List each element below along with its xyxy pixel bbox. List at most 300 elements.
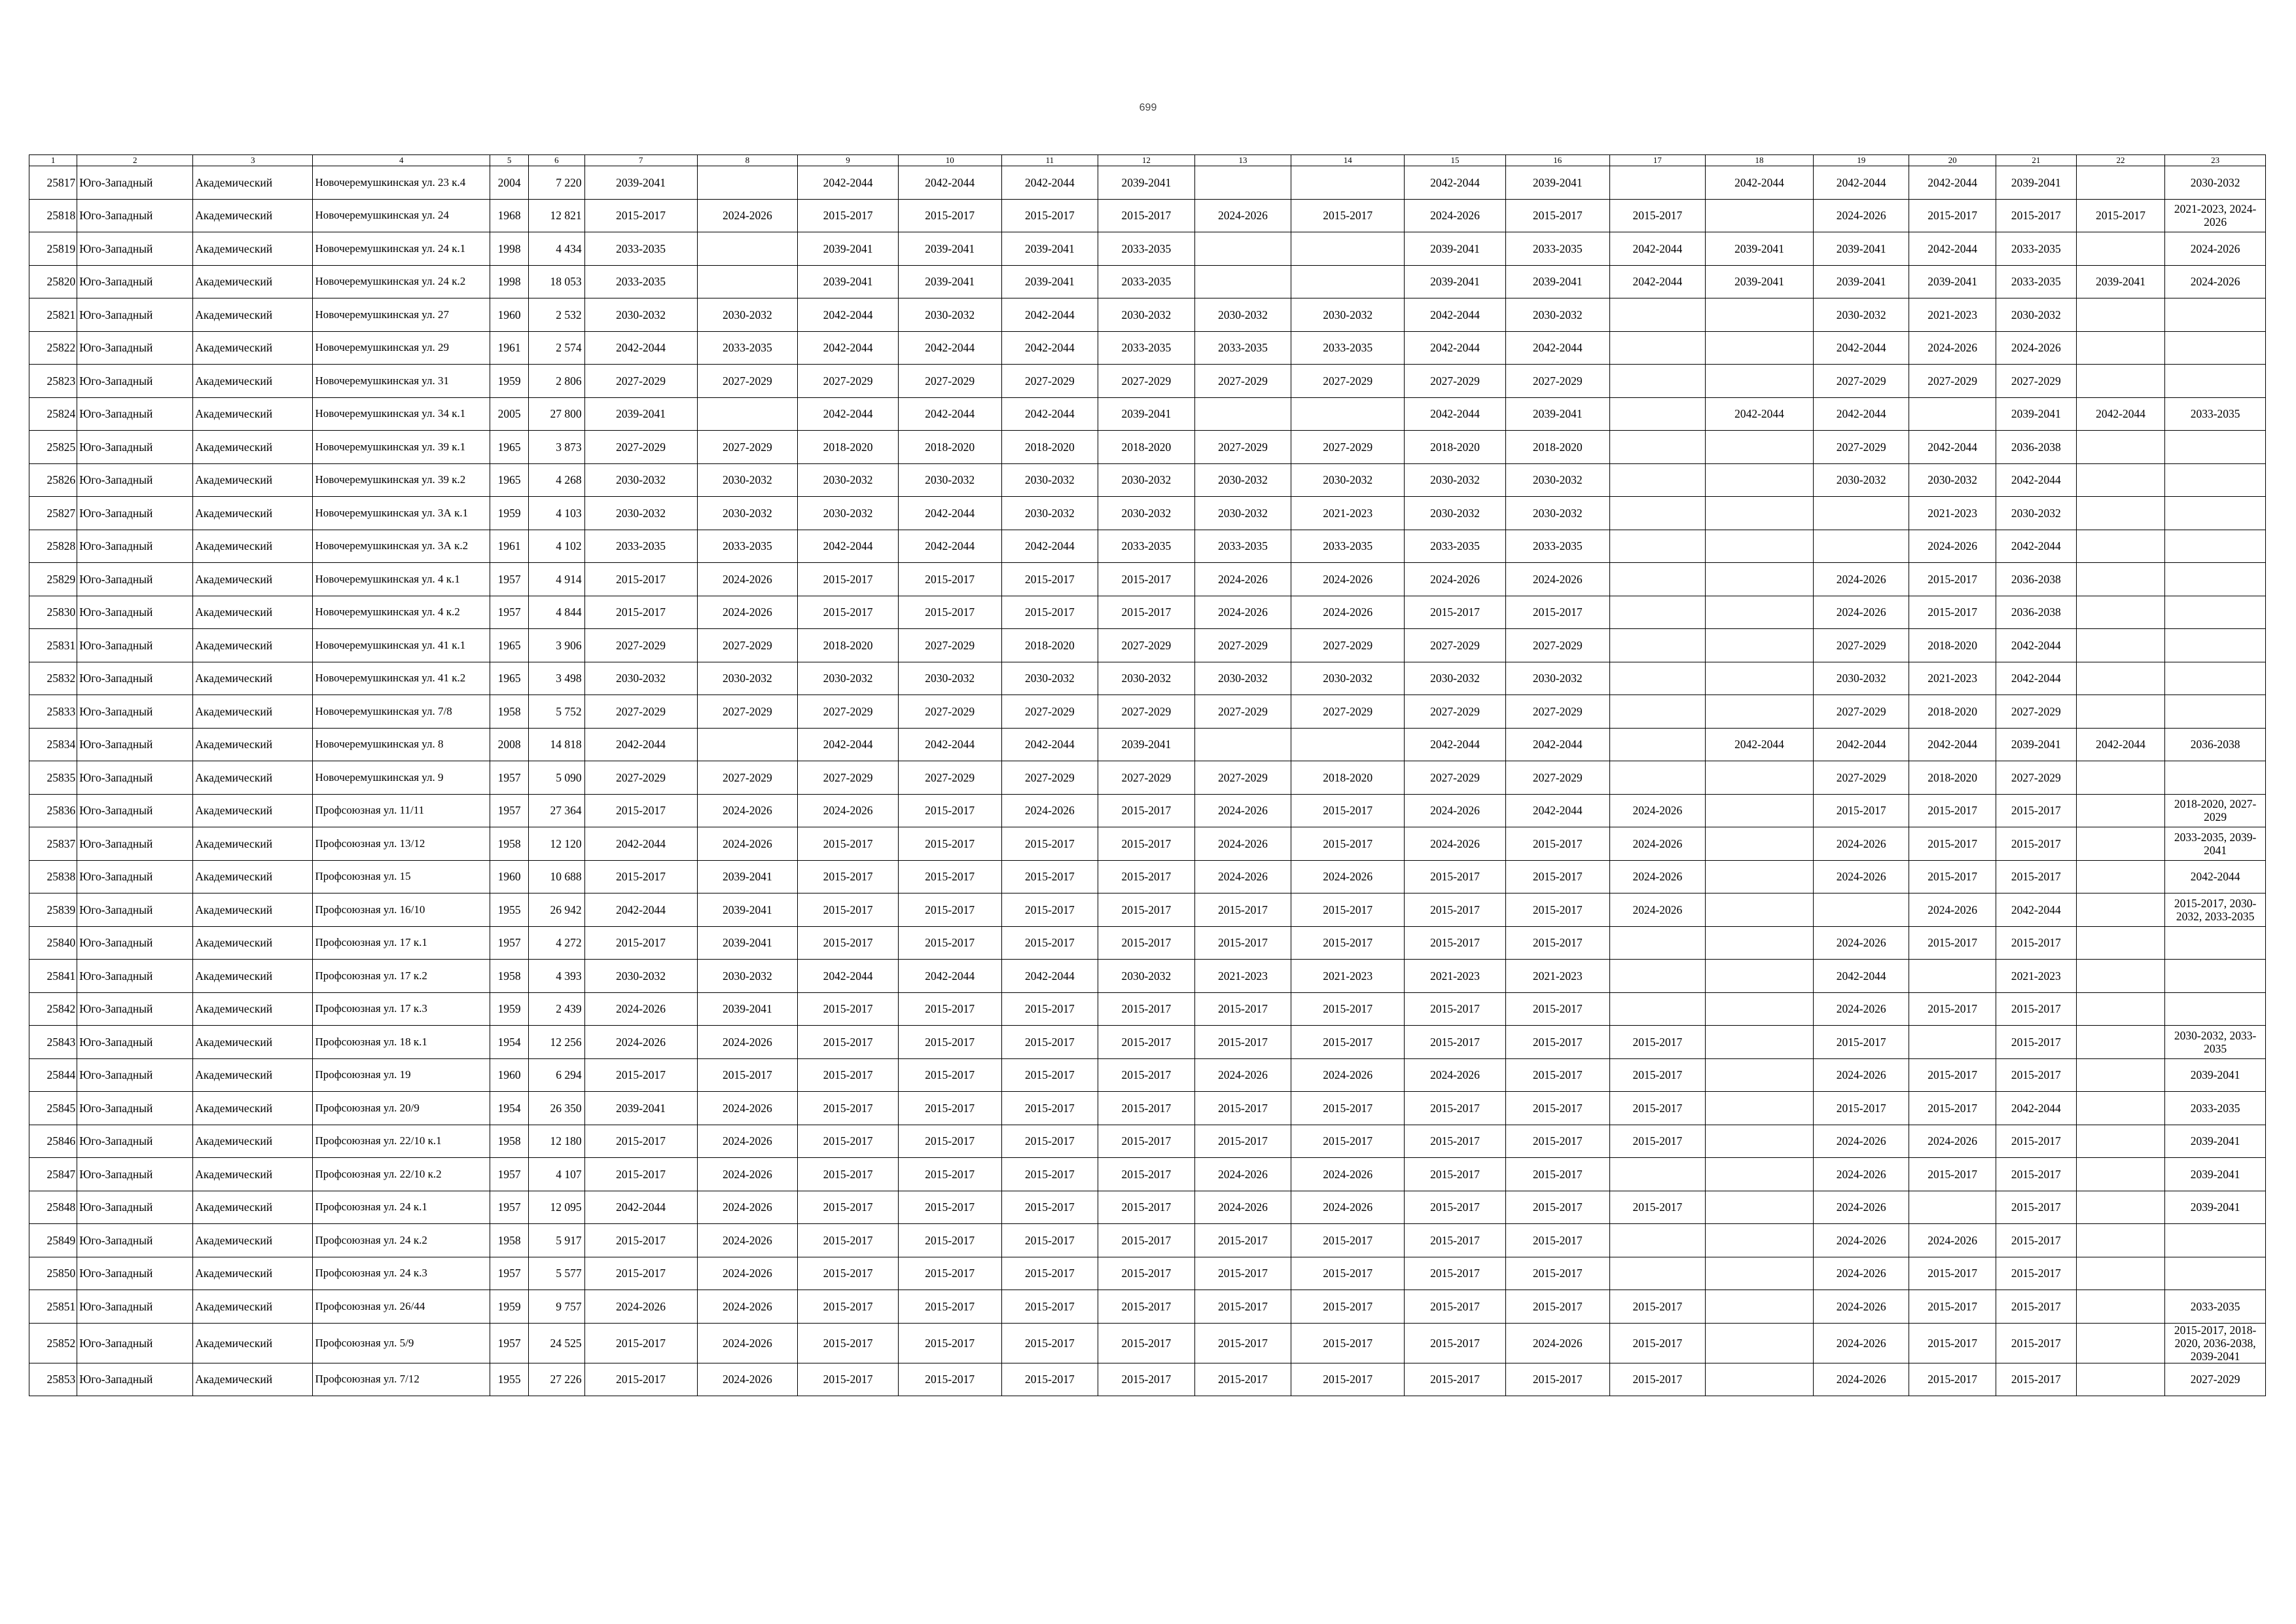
cell-col-18 xyxy=(1706,992,1814,1026)
cell-col-23 xyxy=(2165,331,2266,365)
cell-col-14 xyxy=(1291,728,1405,761)
cell-col-23 xyxy=(2165,926,2266,960)
cell-district: Юго-Западный xyxy=(77,298,193,332)
cell-col-8: 2039-2041 xyxy=(697,860,798,893)
cell-col-19: 2024-2026 xyxy=(1813,596,1909,629)
header-row xyxy=(29,155,2266,166)
cell-col-12: 2033-2035 xyxy=(1098,232,1195,266)
table-row xyxy=(29,431,2266,464)
cell-col-19: 2030-2032 xyxy=(1813,662,1909,695)
cell-col-10: 2015-2017 xyxy=(898,1058,1001,1092)
cell-col-10: 2015-2017 xyxy=(898,596,1001,629)
cell-year-built: 1960 xyxy=(490,860,529,893)
cell-col-10: 2015-2017 xyxy=(898,563,1001,596)
column-header-5: 5 xyxy=(490,155,529,166)
table-row xyxy=(29,265,2266,298)
cell-col-15: 2027-2029 xyxy=(1405,761,1506,795)
cell-col-23: 2039-2041 xyxy=(2165,1158,2266,1191)
cell-col-15: 2024-2026 xyxy=(1405,563,1506,596)
cell-col-8: 2024-2026 xyxy=(697,199,798,232)
cell-col-13: 2024-2026 xyxy=(1194,1191,1291,1224)
cell-row-id: 25851 xyxy=(29,1290,77,1324)
cell-row-id: 25850 xyxy=(29,1257,77,1290)
cell-col-12: 2015-2017 xyxy=(1098,1158,1195,1191)
cell-col-11: 2015-2017 xyxy=(1001,1323,1098,1363)
cell-col-23 xyxy=(2165,662,2266,695)
table-row xyxy=(29,728,2266,761)
table-row xyxy=(29,992,2266,1026)
cell-row-id: 25826 xyxy=(29,463,77,497)
cell-address: Новочеремушкинская ул. 39 к.1 xyxy=(313,431,490,464)
cell-subdistrict: Академический xyxy=(193,1290,313,1324)
cell-col-9: 2015-2017 xyxy=(798,926,899,960)
cell-area: 14 818 xyxy=(529,728,584,761)
cell-col-18 xyxy=(1706,960,1814,993)
cell-col-9: 2015-2017 xyxy=(798,1092,899,1125)
cell-col-14: 2027-2029 xyxy=(1291,695,1405,729)
table-row xyxy=(29,1290,2266,1324)
cell-subdistrict: Академический xyxy=(193,1125,313,1158)
column-header-7: 7 xyxy=(584,155,697,166)
cell-col-20: 2042-2044 xyxy=(1909,166,1996,200)
cell-col-21: 2042-2044 xyxy=(1996,530,2076,563)
cell-col-16: 2033-2035 xyxy=(1505,232,1609,266)
cell-col-11: 2042-2044 xyxy=(1001,960,1098,993)
cell-area: 2 532 xyxy=(529,298,584,332)
cell-col-12: 2027-2029 xyxy=(1098,365,1195,398)
cell-col-15: 2030-2032 xyxy=(1405,662,1506,695)
cell-col-8: 2039-2041 xyxy=(697,893,798,927)
table-row xyxy=(29,1026,2266,1059)
cell-district: Юго-Западный xyxy=(77,1363,193,1396)
cell-col-13: 2015-2017 xyxy=(1194,1290,1291,1324)
cell-col-17 xyxy=(1609,365,1706,398)
cell-address: Новочеремушкинская ул. 9 xyxy=(313,761,490,795)
cell-col-20: 2021-2023 xyxy=(1909,662,1996,695)
cell-col-16: 2027-2029 xyxy=(1505,761,1609,795)
cell-col-14: 2021-2023 xyxy=(1291,960,1405,993)
cell-col-13: 2030-2032 xyxy=(1194,662,1291,695)
cell-col-22 xyxy=(2076,1125,2164,1158)
cell-col-19: 2027-2029 xyxy=(1813,365,1909,398)
cell-col-12: 2039-2041 xyxy=(1098,166,1195,200)
cell-col-22 xyxy=(2076,431,2164,464)
cell-col-8: 2024-2026 xyxy=(697,1158,798,1191)
table-row xyxy=(29,662,2266,695)
table-row xyxy=(29,1363,2266,1396)
cell-col-7: 2042-2044 xyxy=(584,1191,697,1224)
cell-subdistrict: Академический xyxy=(193,926,313,960)
cell-col-19: 2027-2029 xyxy=(1813,629,1909,662)
cell-col-17: 2015-2017 xyxy=(1609,1092,1706,1125)
cell-col-15: 2015-2017 xyxy=(1405,1323,1506,1363)
cell-col-18 xyxy=(1706,1290,1814,1324)
cell-col-8: 2024-2026 xyxy=(697,1323,798,1363)
cell-col-13: 2024-2026 xyxy=(1194,860,1291,893)
cell-col-20: 2024-2026 xyxy=(1909,1224,1996,1257)
cell-col-19: 2042-2044 xyxy=(1813,166,1909,200)
cell-col-9: 2015-2017 xyxy=(798,1257,899,1290)
cell-col-22 xyxy=(2076,1257,2164,1290)
cell-col-11: 2015-2017 xyxy=(1001,1224,1098,1257)
cell-col-22 xyxy=(2076,662,2164,695)
cell-col-9: 2030-2032 xyxy=(798,662,899,695)
cell-year-built: 1958 xyxy=(490,1224,529,1257)
cell-col-13 xyxy=(1194,166,1291,200)
cell-col-22 xyxy=(2076,596,2164,629)
cell-address: Новочеремушкинская ул. 31 xyxy=(313,365,490,398)
cell-col-18 xyxy=(1706,596,1814,629)
cell-col-17 xyxy=(1609,761,1706,795)
cell-address: Профсоюзная ул. 17 к.2 xyxy=(313,960,490,993)
data-table xyxy=(29,154,2266,1396)
cell-area: 3 498 xyxy=(529,662,584,695)
cell-subdistrict: Академический xyxy=(193,960,313,993)
cell-col-22 xyxy=(2076,695,2164,729)
cell-col-17 xyxy=(1609,463,1706,497)
cell-col-21: 2015-2017 xyxy=(1996,1158,2076,1191)
cell-subdistrict: Академический xyxy=(193,1257,313,1290)
cell-col-20: 2015-2017 xyxy=(1909,827,1996,861)
cell-col-19: 2024-2026 xyxy=(1813,1158,1909,1191)
cell-year-built: 1959 xyxy=(490,365,529,398)
cell-col-21: 2042-2044 xyxy=(1996,1092,2076,1125)
cell-col-14: 2015-2017 xyxy=(1291,926,1405,960)
cell-col-21: 2033-2035 xyxy=(1996,265,2076,298)
cell-col-23: 2015-2017, 2030-2032, 2033-2035 xyxy=(2165,893,2266,927)
cell-col-9: 2039-2041 xyxy=(798,265,899,298)
cell-subdistrict: Академический xyxy=(193,1323,313,1363)
cell-col-23: 2018-2020, 2027-2029 xyxy=(2165,794,2266,827)
cell-col-10: 2042-2044 xyxy=(898,166,1001,200)
cell-col-12: 2015-2017 xyxy=(1098,1323,1195,1363)
cell-col-15: 2015-2017 xyxy=(1405,596,1506,629)
cell-col-12: 2027-2029 xyxy=(1098,761,1195,795)
cell-year-built: 1960 xyxy=(490,298,529,332)
cell-col-17 xyxy=(1609,166,1706,200)
cell-col-22: 2015-2017 xyxy=(2076,199,2164,232)
cell-col-10: 2015-2017 xyxy=(898,992,1001,1026)
cell-col-23 xyxy=(2165,298,2266,332)
cell-col-10: 2015-2017 xyxy=(898,1323,1001,1363)
cell-year-built: 1960 xyxy=(490,1058,529,1092)
cell-row-id: 25822 xyxy=(29,331,77,365)
cell-col-8: 2024-2026 xyxy=(697,1125,798,1158)
column-header-17: 17 xyxy=(1609,155,1706,166)
cell-district: Юго-Западный xyxy=(77,1191,193,1224)
cell-col-21: 2015-2017 xyxy=(1996,860,2076,893)
cell-col-16: 2030-2032 xyxy=(1505,662,1609,695)
cell-col-22 xyxy=(2076,1058,2164,1092)
cell-col-16: 2018-2020 xyxy=(1505,431,1609,464)
cell-col-15: 2018-2020 xyxy=(1405,431,1506,464)
cell-col-15: 2039-2041 xyxy=(1405,232,1506,266)
column-header-8: 8 xyxy=(697,155,798,166)
table-row xyxy=(29,893,2266,927)
cell-col-9: 2015-2017 xyxy=(798,893,899,927)
cell-col-15: 2015-2017 xyxy=(1405,1092,1506,1125)
cell-col-10: 2042-2044 xyxy=(898,397,1001,431)
cell-address: Профсоюзная ул. 22/10 к.2 xyxy=(313,1158,490,1191)
cell-area: 4 107 xyxy=(529,1158,584,1191)
cell-col-19: 2042-2044 xyxy=(1813,397,1909,431)
cell-col-19: 2024-2026 xyxy=(1813,1058,1909,1092)
cell-col-10: 2015-2017 xyxy=(898,1290,1001,1324)
cell-col-7: 2015-2017 xyxy=(584,1363,697,1396)
cell-col-22 xyxy=(2076,794,2164,827)
cell-col-14: 2015-2017 xyxy=(1291,1224,1405,1257)
cell-col-16: 2015-2017 xyxy=(1505,893,1609,927)
cell-subdistrict: Академический xyxy=(193,298,313,332)
cell-col-9: 2015-2017 xyxy=(798,1058,899,1092)
cell-col-22: 2039-2041 xyxy=(2076,265,2164,298)
cell-col-10: 2015-2017 xyxy=(898,893,1001,927)
cell-area: 12 256 xyxy=(529,1026,584,1059)
cell-col-20 xyxy=(1909,1191,1996,1224)
cell-district: Юго-Западный xyxy=(77,794,193,827)
cell-col-12: 2015-2017 xyxy=(1098,794,1195,827)
cell-address: Новочеремушкинская ул. 24 к.1 xyxy=(313,232,490,266)
cell-address: Новочеремушкинская ул. 8 xyxy=(313,728,490,761)
cell-col-23: 2039-2041 xyxy=(2165,1125,2266,1158)
cell-col-9: 2015-2017 xyxy=(798,827,899,861)
cell-col-10: 2018-2020 xyxy=(898,431,1001,464)
table-row xyxy=(29,365,2266,398)
cell-col-18 xyxy=(1706,926,1814,960)
cell-col-10: 2015-2017 xyxy=(898,1158,1001,1191)
cell-col-7: 2030-2032 xyxy=(584,463,697,497)
cell-col-21: 2015-2017 xyxy=(1996,1026,2076,1059)
table-row xyxy=(29,860,2266,893)
cell-col-16: 2015-2017 xyxy=(1505,1224,1609,1257)
cell-year-built: 1959 xyxy=(490,497,529,530)
cell-col-22 xyxy=(2076,1026,2164,1059)
cell-col-8 xyxy=(697,397,798,431)
cell-row-id: 25853 xyxy=(29,1363,77,1396)
cell-year-built: 1998 xyxy=(490,265,529,298)
cell-col-8: 2024-2026 xyxy=(697,1224,798,1257)
cell-col-18: 2039-2041 xyxy=(1706,265,1814,298)
column-header-9: 9 xyxy=(798,155,899,166)
cell-address: Профсоюзная ул. 17 к.1 xyxy=(313,926,490,960)
cell-col-17 xyxy=(1609,397,1706,431)
cell-col-20: 2015-2017 xyxy=(1909,1363,1996,1396)
cell-col-21: 2033-2035 xyxy=(1996,232,2076,266)
table-row xyxy=(29,1191,2266,1224)
cell-col-17 xyxy=(1609,497,1706,530)
cell-col-21: 2015-2017 xyxy=(1996,1257,2076,1290)
cell-col-12: 2033-2035 xyxy=(1098,331,1195,365)
cell-area: 2 439 xyxy=(529,992,584,1026)
cell-col-17 xyxy=(1609,960,1706,993)
cell-subdistrict: Академический xyxy=(193,331,313,365)
cell-col-11: 2042-2044 xyxy=(1001,298,1098,332)
cell-col-16: 2015-2017 xyxy=(1505,1363,1609,1396)
cell-col-11: 2015-2017 xyxy=(1001,1290,1098,1324)
cell-area: 4 103 xyxy=(529,497,584,530)
cell-col-23: 2024-2026 xyxy=(2165,265,2266,298)
cell-col-19: 2024-2026 xyxy=(1813,1257,1909,1290)
table-row xyxy=(29,1058,2266,1092)
cell-col-8: 2015-2017 xyxy=(697,1058,798,1092)
cell-col-11: 2027-2029 xyxy=(1001,761,1098,795)
cell-col-10: 2015-2017 xyxy=(898,1257,1001,1290)
cell-address: Новочеремушкинская ул. 41 к.2 xyxy=(313,662,490,695)
cell-col-20: 2015-2017 xyxy=(1909,926,1996,960)
cell-col-15: 2027-2029 xyxy=(1405,695,1506,729)
table-row xyxy=(29,166,2266,200)
cell-subdistrict: Академический xyxy=(193,497,313,530)
cell-area: 4 268 xyxy=(529,463,584,497)
cell-col-22 xyxy=(2076,1290,2164,1324)
cell-col-18 xyxy=(1706,331,1814,365)
cell-area: 3 873 xyxy=(529,431,584,464)
cell-col-11: 2027-2029 xyxy=(1001,695,1098,729)
cell-col-15: 2042-2044 xyxy=(1405,166,1506,200)
cell-col-14: 2015-2017 xyxy=(1291,827,1405,861)
cell-col-17: 2042-2044 xyxy=(1609,265,1706,298)
cell-address: Профсоюзная ул. 24 к.1 xyxy=(313,1191,490,1224)
cell-col-16: 2033-2035 xyxy=(1505,530,1609,563)
cell-col-23 xyxy=(2165,365,2266,398)
cell-col-8: 2024-2026 xyxy=(697,1257,798,1290)
cell-year-built: 1957 xyxy=(490,1257,529,1290)
cell-row-id: 25838 xyxy=(29,860,77,893)
cell-col-20: 2027-2029 xyxy=(1909,365,1996,398)
cell-col-19: 2027-2029 xyxy=(1813,761,1909,795)
cell-col-13: 2027-2029 xyxy=(1194,431,1291,464)
cell-col-14: 2024-2026 xyxy=(1291,596,1405,629)
cell-col-12: 2015-2017 xyxy=(1098,1290,1195,1324)
cell-col-18: 2042-2044 xyxy=(1706,728,1814,761)
cell-col-17 xyxy=(1609,1224,1706,1257)
cell-col-7: 2015-2017 xyxy=(584,860,697,893)
cell-col-8: 2030-2032 xyxy=(697,662,798,695)
cell-col-17: 2042-2044 xyxy=(1609,232,1706,266)
cell-col-20: 2018-2020 xyxy=(1909,695,1996,729)
cell-address: Профсоюзная ул. 19 xyxy=(313,1058,490,1092)
cell-col-15: 2030-2032 xyxy=(1405,463,1506,497)
cell-year-built: 1958 xyxy=(490,827,529,861)
cell-col-11: 2039-2041 xyxy=(1001,265,1098,298)
cell-district: Юго-Западный xyxy=(77,827,193,861)
cell-col-15: 2042-2044 xyxy=(1405,728,1506,761)
cell-col-8: 2024-2026 xyxy=(697,563,798,596)
cell-row-id: 25846 xyxy=(29,1125,77,1158)
cell-col-20: 2015-2017 xyxy=(1909,1257,1996,1290)
cell-address: Новочеремушкинская ул. 41 к.1 xyxy=(313,629,490,662)
cell-col-16: 2015-2017 xyxy=(1505,1257,1609,1290)
cell-col-9: 2042-2044 xyxy=(798,728,899,761)
cell-col-22 xyxy=(2076,563,2164,596)
cell-col-16: 2024-2026 xyxy=(1505,563,1609,596)
cell-col-18 xyxy=(1706,1224,1814,1257)
cell-address: Профсоюзная ул. 11/11 xyxy=(313,794,490,827)
cell-col-19: 2042-2044 xyxy=(1813,960,1909,993)
cell-year-built: 1965 xyxy=(490,629,529,662)
cell-area: 12 120 xyxy=(529,827,584,861)
table-row xyxy=(29,298,2266,332)
cell-col-19 xyxy=(1813,530,1909,563)
cell-row-id: 25836 xyxy=(29,794,77,827)
cell-col-11: 2015-2017 xyxy=(1001,1191,1098,1224)
cell-col-21: 2027-2029 xyxy=(1996,761,2076,795)
cell-col-7: 2039-2041 xyxy=(584,1092,697,1125)
cell-col-15: 2042-2044 xyxy=(1405,298,1506,332)
cell-col-22 xyxy=(2076,860,2164,893)
cell-col-8: 2039-2041 xyxy=(697,992,798,1026)
cell-col-23: 2024-2026 xyxy=(2165,232,2266,266)
cell-col-13: 2015-2017 xyxy=(1194,1092,1291,1125)
cell-col-16: 2042-2044 xyxy=(1505,794,1609,827)
cell-subdistrict: Академический xyxy=(193,1224,313,1257)
cell-year-built: 1955 xyxy=(490,1363,529,1396)
cell-col-21: 2036-2038 xyxy=(1996,431,2076,464)
cell-col-14: 2015-2017 xyxy=(1291,1257,1405,1290)
cell-col-19: 2024-2026 xyxy=(1813,926,1909,960)
cell-district: Юго-Западный xyxy=(77,695,193,729)
cell-year-built: 1957 xyxy=(490,1158,529,1191)
cell-col-18 xyxy=(1706,530,1814,563)
cell-subdistrict: Академический xyxy=(193,397,313,431)
cell-col-11: 2015-2017 xyxy=(1001,1363,1098,1396)
cell-col-8: 2027-2029 xyxy=(697,629,798,662)
cell-year-built: 1968 xyxy=(490,199,529,232)
cell-col-20 xyxy=(1909,397,1996,431)
cell-col-8: 2024-2026 xyxy=(697,1026,798,1059)
cell-year-built: 1957 xyxy=(490,1191,529,1224)
cell-col-8: 2024-2026 xyxy=(697,596,798,629)
cell-district: Юго-Западный xyxy=(77,960,193,993)
cell-col-20: 2015-2017 xyxy=(1909,1092,1996,1125)
cell-col-16: 2030-2032 xyxy=(1505,463,1609,497)
table-row xyxy=(29,463,2266,497)
cell-col-13: 2015-2017 xyxy=(1194,926,1291,960)
cell-col-9: 2030-2032 xyxy=(798,463,899,497)
cell-year-built: 1957 xyxy=(490,926,529,960)
cell-col-20: 2021-2023 xyxy=(1909,497,1996,530)
cell-col-16: 2039-2041 xyxy=(1505,397,1609,431)
cell-col-7: 2030-2032 xyxy=(584,298,697,332)
cell-col-14 xyxy=(1291,166,1405,200)
cell-col-12: 2030-2032 xyxy=(1098,497,1195,530)
cell-col-11: 2027-2029 xyxy=(1001,365,1098,398)
column-header-16: 16 xyxy=(1505,155,1609,166)
cell-col-22: 2042-2044 xyxy=(2076,397,2164,431)
cell-col-23 xyxy=(2165,695,2266,729)
table-row xyxy=(29,397,2266,431)
cell-area: 27 364 xyxy=(529,794,584,827)
column-header-6: 6 xyxy=(529,155,584,166)
cell-col-11: 2030-2032 xyxy=(1001,497,1098,530)
cell-area: 26 942 xyxy=(529,893,584,927)
cell-col-18: 2039-2041 xyxy=(1706,232,1814,266)
cell-col-17 xyxy=(1609,926,1706,960)
cell-row-id: 25847 xyxy=(29,1158,77,1191)
cell-col-23: 2027-2029 xyxy=(2165,1363,2266,1396)
cell-col-14: 2015-2017 xyxy=(1291,1026,1405,1059)
table-row xyxy=(29,596,2266,629)
cell-col-18 xyxy=(1706,1092,1814,1125)
cell-year-built: 1954 xyxy=(490,1026,529,1059)
cell-subdistrict: Академический xyxy=(193,827,313,861)
cell-col-10: 2039-2041 xyxy=(898,232,1001,266)
cell-col-21: 2015-2017 xyxy=(1996,1058,2076,1092)
table-row xyxy=(29,1323,2266,1363)
cell-col-11: 2042-2044 xyxy=(1001,728,1098,761)
cell-subdistrict: Академический xyxy=(193,166,313,200)
cell-col-9: 2015-2017 xyxy=(798,199,899,232)
